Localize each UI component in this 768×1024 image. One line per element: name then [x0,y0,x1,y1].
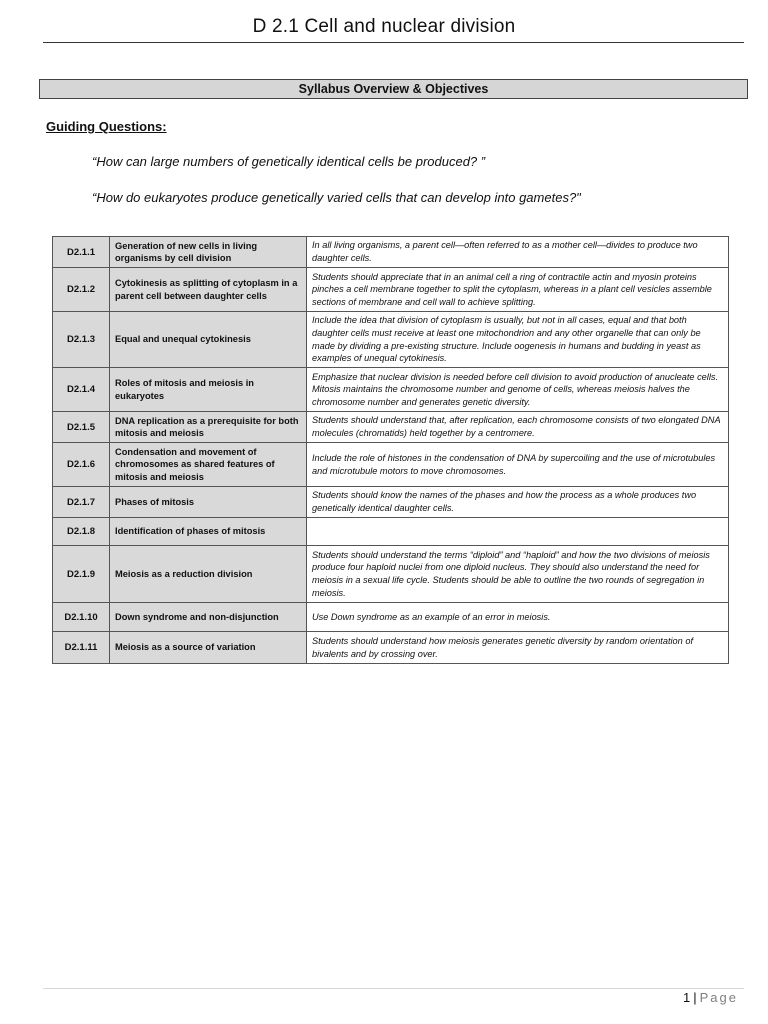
objective-code: D2.1.3 [53,312,110,368]
title-underline [43,42,744,43]
objectives-table [52,236,729,664]
objective-code: D2.1.7 [53,487,110,518]
objective-row [53,368,729,412]
objective-topic: Phases of mitosis [110,487,307,518]
objective-code: D2.1.10 [53,603,110,632]
objective-topic: Identification of phases of mitosis [110,518,307,546]
objective-guidance: Students should understand how meiosis generates genetic diversity by random orientation of bivalents and by crossing over. [307,632,729,664]
objective-guidance: Emphasize that nuclear division is needed before cell division to avoid production of anucleate cells. Mitosis maintains the chromosome number and genome of cells, whereas meiosis halves the chromosome number and generates genetic diversity. [307,368,729,412]
objective-topic: Equal and unequal cytokinesis [110,312,307,368]
objective-row [53,443,729,487]
footer-divider [43,988,744,989]
objective-row [53,603,729,632]
objective-guidance: Use Down syndrome as an example of an error in meiosis. [307,603,729,632]
objective-row [53,268,729,312]
objective-topic: Generation of new cells in living organisms by cell division [110,237,307,268]
objective-code: D2.1.11 [53,632,110,664]
objective-topic: Cytokinesis as splitting of cytoplasm in a parent cell between daughter cells [110,268,307,312]
objective-row [53,412,729,443]
objective-guidance [307,518,729,546]
guiding-question-1: “How can large numbers of genetically identical cells be produced? ” [92,154,486,169]
objective-code: D2.1.5 [53,412,110,443]
section-heading-bar: Syllabus Overview & Objectives [39,79,748,99]
objective-topic: Down syndrome and non-disjunction [110,603,307,632]
objective-code: D2.1.6 [53,443,110,487]
objective-row [53,632,729,664]
footer-separator: | [693,990,697,1005]
objective-row [53,237,729,268]
objective-topic: Meiosis as a source of variation [110,632,307,664]
page-label: Page [699,990,738,1005]
guiding-questions-heading: Guiding Questions: [46,119,167,134]
objective-guidance: In all living organisms, a parent cell—often referred to as a mother cell—divides to produce two daughter cells. [307,237,729,268]
objectives-table-body [53,237,729,664]
guiding-question-2: “How do eukaryotes produce genetically varied cells that can develop into gametes?" [92,190,581,205]
page-title: D 2.1 Cell and nuclear division [252,16,516,37]
objective-code: D2.1.9 [53,546,110,603]
objective-row [53,487,729,518]
objective-code: D2.1.1 [53,237,110,268]
objective-row [53,312,729,368]
objective-guidance: Include the role of histones in the condensation of DNA by supercoiling and the use of microtubules and microtubule motors to move chromosomes. [307,443,729,487]
objective-guidance: Include the idea that division of cytoplasm is usually, but not in all cases, equal and that both daughter cells must receive at least one mitochondrion and any other organelle that can only be made by dividing a pre-existing structure. Include oogenesis in humans and budding in yeast as examples of unequal cytokinesis. [307,312,729,368]
objective-guidance: Students should appreciate that in an animal cell a ring of contractile actin and myosin proteins pinches a cell membrane together to split the cytoplasm, whereas in a plant cell vesicles assemble sections of membrane and cell wall to achieve splitting. [307,268,729,312]
page-footer [683,990,738,1005]
objective-guidance: Students should understand the terms “diploid” and “haploid” and how the two divisions of meiosis produce four haploid nuclei from one diploid nucleus. They should also understand the need for meiosis in a sexual life cycle. Students should be able to outline the two rounds of segregation in meiosis. [307,546,729,603]
objective-row [53,518,729,546]
objective-topic: Meiosis as a reduction division [110,546,307,603]
objective-row [53,546,729,603]
objective-code: D2.1.8 [53,518,110,546]
objective-topic: Condensation and movement of chromosomes as shared features of mitosis and meiosis [110,443,307,487]
objective-topic: DNA replication as a prerequisite for both mitosis and meiosis [110,412,307,443]
objective-code: D2.1.4 [53,368,110,412]
objective-guidance: Students should understand that, after replication, each chromosome consists of two elongated DNA molecules (chromatids) held together by a centromere. [307,412,729,443]
objective-code: D2.1.2 [53,268,110,312]
page-number: 1 [683,990,691,1005]
objective-guidance: Students should know the names of the phases and how the process as a whole produces two genetically identical daughter cells. [307,487,729,518]
objective-topic: Roles of mitosis and meiosis in eukaryotes [110,368,307,412]
